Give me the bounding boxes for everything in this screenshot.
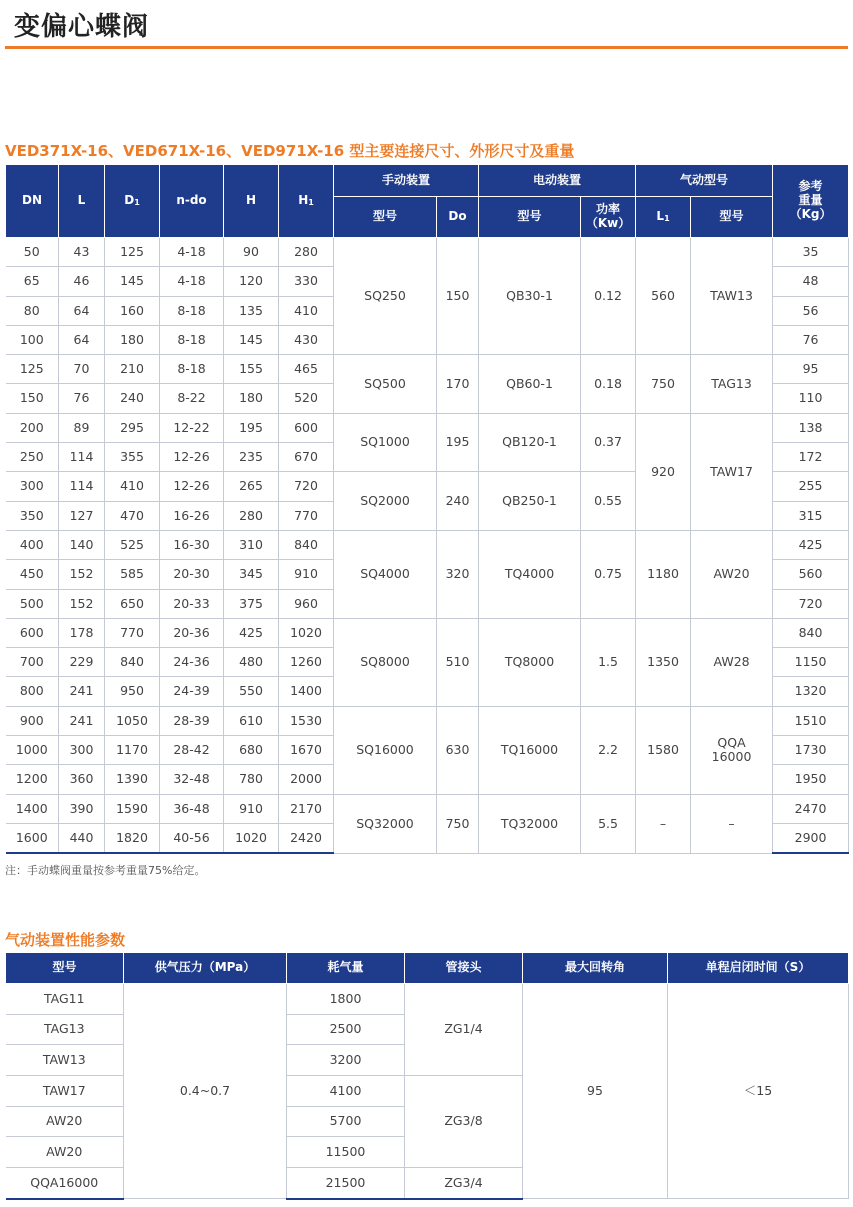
cell-ndo: 12-26 [160, 443, 224, 472]
cell-d1: 525 [105, 530, 160, 559]
cell-ndo: 12-22 [160, 413, 224, 442]
cell-model: TAG13 [6, 1014, 124, 1045]
cell-h1: 330 [279, 267, 334, 296]
cell-d1: 770 [105, 618, 160, 647]
cell-d1: 1590 [105, 794, 160, 823]
cell-pneumatic-model: AW28 [691, 618, 773, 706]
cell-l: 300 [59, 736, 105, 765]
header-manual-device: 手动装置 [334, 165, 479, 197]
cell-h1: 430 [279, 325, 334, 354]
cell-pneumatic-l1: 750 [636, 355, 691, 414]
header-power [581, 197, 636, 238]
cell-l: 360 [59, 765, 105, 794]
cell-weight: 138 [773, 413, 849, 442]
cell-d1: 1170 [105, 736, 160, 765]
cell-do: 510 [437, 618, 479, 706]
cell-ndo: 36-48 [160, 794, 224, 823]
cell-dn: 1600 [6, 823, 59, 853]
cell-air-consumption: 4100 [287, 1076, 405, 1107]
cell-h1: 840 [279, 530, 334, 559]
cell-h: 145 [224, 325, 279, 354]
header-power-line1: 功率 [596, 202, 621, 217]
header-h1-subscript: 1 [308, 198, 314, 208]
header-electric-model: 型号 [479, 197, 581, 238]
cell-weight: 255 [773, 472, 849, 501]
cell-power: 2.2 [581, 706, 636, 794]
cell-h: 90 [224, 238, 279, 267]
cell-weight: 840 [773, 618, 849, 647]
cell-d1: 840 [105, 648, 160, 677]
cell-d1: 355 [105, 443, 160, 472]
cell-dn: 400 [6, 530, 59, 559]
header-manual-do: Do [437, 197, 479, 238]
cell-manual: SQ500 [334, 355, 437, 414]
header-pneumatic-l1 [636, 197, 691, 238]
cell-d1: 470 [105, 501, 160, 530]
cell-dn: 125 [6, 355, 59, 384]
cell-h: 345 [224, 560, 279, 589]
cell-l: 152 [59, 560, 105, 589]
cell-ndo: 20-33 [160, 589, 224, 618]
cell-model: AW20 [6, 1106, 124, 1137]
cell-electric: QB30-1 [479, 238, 581, 355]
cell-weight: 1150 [773, 648, 849, 677]
cell-ndo: 16-26 [160, 501, 224, 530]
cell-fitting: ZG3/8 [405, 1076, 523, 1168]
cell-h: 310 [224, 530, 279, 559]
cell-h: 480 [224, 648, 279, 677]
cell-pneumatic-l1: 560 [636, 238, 691, 355]
cell-dn: 600 [6, 618, 59, 647]
cell-dn: 200 [6, 413, 59, 442]
cell-air-consumption: 1800 [287, 984, 405, 1015]
pneumatic-table-title: 气动装置性能参数 [5, 931, 126, 949]
cell-do: 240 [437, 472, 479, 531]
cell-h: 235 [224, 443, 279, 472]
cell-l: 241 [59, 677, 105, 706]
cell-dn: 1000 [6, 736, 59, 765]
cell-l: 152 [59, 589, 105, 618]
cell-air-consumption: 21500 [287, 1168, 405, 1199]
cell-power: 5.5 [581, 794, 636, 853]
header-fitting: 管接头 [405, 953, 523, 984]
cell-h1: 720 [279, 472, 334, 501]
cell-ndo: 20-36 [160, 618, 224, 647]
header-pneumatic-model: 气动型号 [636, 165, 773, 197]
cell-pneumatic-model: TAG13 [691, 355, 773, 414]
header-model: 型号 [6, 953, 124, 984]
table-row [6, 984, 849, 1015]
cell-ndo: 24-36 [160, 648, 224, 677]
cell-h1: 465 [279, 355, 334, 384]
cell-pneumatic-model-line2: 16000 [711, 749, 752, 765]
cell-manual: SQ16000 [334, 706, 437, 794]
cell-d1: 125 [105, 238, 160, 267]
cell-ndo: 8-18 [160, 355, 224, 384]
cell-h: 550 [224, 677, 279, 706]
cell-l: 64 [59, 296, 105, 325]
cell-h: 280 [224, 501, 279, 530]
header-pneumatic-model-col: 型号 [691, 197, 773, 238]
cell-dn: 700 [6, 648, 59, 677]
dimensions-table [5, 164, 849, 854]
cell-ndo: 8-18 [160, 296, 224, 325]
cell-weight: 95 [773, 355, 849, 384]
cell-l: 89 [59, 413, 105, 442]
cell-ndo: 4-18 [160, 267, 224, 296]
cell-pressure: 0.4~0.7 [124, 984, 287, 1199]
cell-pneumatic-l1: 1350 [636, 618, 691, 706]
header-d1-label: D [124, 193, 135, 208]
cell-manual: SQ8000 [334, 618, 437, 706]
cell-do: 170 [437, 355, 479, 414]
cell-h: 195 [224, 413, 279, 442]
cell-electric: TQ8000 [479, 618, 581, 706]
cell-d1: 160 [105, 296, 160, 325]
cell-ndo: 28-42 [160, 736, 224, 765]
cell-ndo: 8-22 [160, 384, 224, 413]
cell-h1: 1530 [279, 706, 334, 735]
cell-manual: SQ32000 [334, 794, 437, 853]
cell-d1: 585 [105, 560, 160, 589]
cell-pneumatic-model [691, 706, 773, 794]
cell-weight: 56 [773, 296, 849, 325]
cell-dn: 300 [6, 472, 59, 501]
cell-weight: 2900 [773, 823, 849, 853]
cell-dn: 800 [6, 677, 59, 706]
cell-weight: 110 [773, 384, 849, 413]
cell-fitting: ZG3/4 [405, 1168, 523, 1199]
cell-pneumatic-l1: 920 [636, 413, 691, 530]
cell-h: 135 [224, 296, 279, 325]
cell-electric: QB120-1 [479, 413, 581, 472]
cell-dn: 450 [6, 560, 59, 589]
cell-model: QQA16000 [6, 1168, 124, 1199]
cell-pneumatic-model: TAW17 [691, 413, 773, 530]
table-note: 注：手动蝶阀重量按参考重量75%给定。 [5, 864, 206, 877]
cell-dn: 150 [6, 384, 59, 413]
cell-l: 440 [59, 823, 105, 853]
cell-power: 0.37 [581, 413, 636, 472]
header-dn: DN [6, 165, 59, 238]
cell-weight: 1730 [773, 736, 849, 765]
cell-ndo: 4-18 [160, 238, 224, 267]
table-row [6, 355, 849, 384]
cell-l: 127 [59, 501, 105, 530]
header-power-line2: （Kw） [585, 216, 631, 230]
cell-h: 610 [224, 706, 279, 735]
cell-dn: 1400 [6, 794, 59, 823]
cell-pneumatic-l1: 1180 [636, 530, 691, 618]
table-row [6, 530, 849, 559]
cell-ndo: 40-56 [160, 823, 224, 853]
cell-manual: SQ250 [334, 238, 437, 355]
cell-h: 155 [224, 355, 279, 384]
cell-h1: 670 [279, 443, 334, 472]
header-manual-model: 型号 [334, 197, 437, 238]
cell-manual: SQ4000 [334, 530, 437, 618]
cell-pneumatic-l1: 1580 [636, 706, 691, 794]
cell-weight: 35 [773, 238, 849, 267]
cell-model: TAW17 [6, 1076, 124, 1107]
cell-h1: 1020 [279, 618, 334, 647]
cell-power: 0.75 [581, 530, 636, 618]
header-max-angle: 最大回转角 [523, 953, 668, 984]
cell-h: 265 [224, 472, 279, 501]
cell-l: 114 [59, 443, 105, 472]
cell-do: 195 [437, 413, 479, 472]
cell-l: 76 [59, 384, 105, 413]
cell-pneumatic-model: – [691, 794, 773, 853]
cell-h1: 1260 [279, 648, 334, 677]
cell-dn: 65 [6, 267, 59, 296]
cell-open-close-time: ＜15 [668, 984, 849, 1199]
cell-h: 120 [224, 267, 279, 296]
cell-weight: 315 [773, 501, 849, 530]
header-air-consumption: 耗气量 [287, 953, 405, 984]
cell-ndo: 32-48 [160, 765, 224, 794]
cell-pneumatic-l1: – [636, 794, 691, 853]
cell-h: 1020 [224, 823, 279, 853]
cell-weight: 425 [773, 530, 849, 559]
header-d1-subscript: 1 [134, 198, 140, 208]
cell-weight: 1320 [773, 677, 849, 706]
cell-dn: 250 [6, 443, 59, 472]
cell-dn: 80 [6, 296, 59, 325]
cell-h1: 960 [279, 589, 334, 618]
cell-l: 64 [59, 325, 105, 354]
cell-l: 390 [59, 794, 105, 823]
cell-l: 229 [59, 648, 105, 677]
cell-h: 780 [224, 765, 279, 794]
cell-max-angle: 95 [523, 984, 668, 1199]
cell-l: 43 [59, 238, 105, 267]
cell-do: 630 [437, 706, 479, 794]
header-pressure: 供气压力（MPa） [124, 953, 287, 984]
header-pneumatic-l1-subscript: 1 [664, 214, 670, 224]
cell-model: AW20 [6, 1137, 124, 1168]
cell-d1: 1820 [105, 823, 160, 853]
cell-ndo: 20-30 [160, 560, 224, 589]
cell-power: 0.18 [581, 355, 636, 414]
cell-ndo: 12-26 [160, 472, 224, 501]
table-row [6, 238, 849, 267]
cell-do: 750 [437, 794, 479, 853]
header-d1 [105, 165, 160, 238]
header-electric-device: 电动装置 [479, 165, 636, 197]
cell-dn: 900 [6, 706, 59, 735]
cell-h: 180 [224, 384, 279, 413]
cell-weight: 720 [773, 589, 849, 618]
cell-dn: 1200 [6, 765, 59, 794]
cell-pneumatic-model-line1: QQA [717, 734, 746, 750]
cell-ndo: 24-39 [160, 677, 224, 706]
cell-h: 680 [224, 736, 279, 765]
cell-weight: 76 [773, 325, 849, 354]
cell-ndo: 28-39 [160, 706, 224, 735]
cell-h1: 2000 [279, 765, 334, 794]
cell-weight: 172 [773, 443, 849, 472]
cell-air-consumption: 2500 [287, 1014, 405, 1045]
cell-d1: 650 [105, 589, 160, 618]
header-weight-line3: （Kg） [789, 206, 832, 221]
cell-ndo: 16-30 [160, 530, 224, 559]
cell-d1: 1390 [105, 765, 160, 794]
cell-h1: 770 [279, 501, 334, 530]
pneumatic-performance-table [5, 952, 849, 1200]
cell-h1: 520 [279, 384, 334, 413]
cell-h: 375 [224, 589, 279, 618]
table-row [6, 618, 849, 647]
header-open-close-time: 单程启闭时间（S） [668, 953, 849, 984]
cell-do: 320 [437, 530, 479, 618]
cell-air-consumption: 11500 [287, 1137, 405, 1168]
header-weight-line1: 参考 [798, 179, 823, 194]
header-pneumatic-l1-label: L [656, 209, 665, 224]
title-divider [5, 46, 848, 49]
cell-l: 140 [59, 530, 105, 559]
header-n-do: n-do [160, 165, 224, 238]
cell-h1: 280 [279, 238, 334, 267]
cell-dn: 500 [6, 589, 59, 618]
cell-d1: 295 [105, 413, 160, 442]
cell-l: 70 [59, 355, 105, 384]
cell-electric: TQ16000 [479, 706, 581, 794]
cell-dn: 350 [6, 501, 59, 530]
cell-l: 178 [59, 618, 105, 647]
cell-electric: TQ32000 [479, 794, 581, 853]
page-title: 变偏心蝶阀 [14, 12, 150, 42]
header-h1 [279, 165, 334, 238]
pneumatic-table-body [6, 984, 849, 1199]
cell-fitting: ZG1/4 [405, 984, 523, 1076]
table-row [6, 706, 849, 735]
cell-dn: 100 [6, 325, 59, 354]
cell-h: 425 [224, 618, 279, 647]
cell-air-consumption: 3200 [287, 1045, 405, 1076]
header-h: H [224, 165, 279, 238]
cell-weight: 48 [773, 267, 849, 296]
header-weight-line2: 重量 [798, 193, 823, 208]
cell-h1: 1400 [279, 677, 334, 706]
cell-l: 114 [59, 472, 105, 501]
header-weight [773, 165, 849, 238]
cell-h1: 2420 [279, 823, 334, 853]
cell-power: 1.5 [581, 618, 636, 706]
cell-ndo: 8-18 [160, 325, 224, 354]
cell-do: 150 [437, 238, 479, 355]
cell-d1: 1050 [105, 706, 160, 735]
cell-power: 0.55 [581, 472, 636, 531]
cell-pneumatic-model: AW20 [691, 530, 773, 618]
cell-d1: 950 [105, 677, 160, 706]
cell-weight: 1510 [773, 706, 849, 735]
cell-d1: 240 [105, 384, 160, 413]
cell-h1: 410 [279, 296, 334, 325]
cell-weight: 2470 [773, 794, 849, 823]
dimensions-table-title: VED371X-16、VED671X-16、VED971X-16 型主要连接尺寸、外形尺寸及重量 [5, 142, 575, 160]
cell-dn: 50 [6, 238, 59, 267]
cell-electric: TQ4000 [479, 530, 581, 618]
cell-air-consumption: 5700 [287, 1106, 405, 1137]
cell-d1: 410 [105, 472, 160, 501]
cell-manual: SQ2000 [334, 472, 437, 531]
cell-model: TAW13 [6, 1045, 124, 1076]
dimensions-table-body [6, 238, 849, 854]
cell-h1: 600 [279, 413, 334, 442]
cell-model: TAG11 [6, 984, 124, 1015]
cell-h: 910 [224, 794, 279, 823]
cell-pneumatic-model: TAW13 [691, 238, 773, 355]
cell-d1: 210 [105, 355, 160, 384]
cell-d1: 180 [105, 325, 160, 354]
cell-power: 0.12 [581, 238, 636, 355]
cell-h1: 910 [279, 560, 334, 589]
cell-manual: SQ1000 [334, 413, 437, 472]
cell-h1: 1670 [279, 736, 334, 765]
table-row [6, 794, 849, 823]
cell-h1: 2170 [279, 794, 334, 823]
cell-l: 46 [59, 267, 105, 296]
header-h1-label: H [298, 193, 309, 208]
header-l: L [59, 165, 105, 238]
cell-weight: 560 [773, 560, 849, 589]
cell-d1: 145 [105, 267, 160, 296]
cell-weight: 1950 [773, 765, 849, 794]
cell-electric: QB60-1 [479, 355, 581, 414]
cell-electric: QB250-1 [479, 472, 581, 531]
table-row [6, 413, 849, 442]
cell-l: 241 [59, 706, 105, 735]
